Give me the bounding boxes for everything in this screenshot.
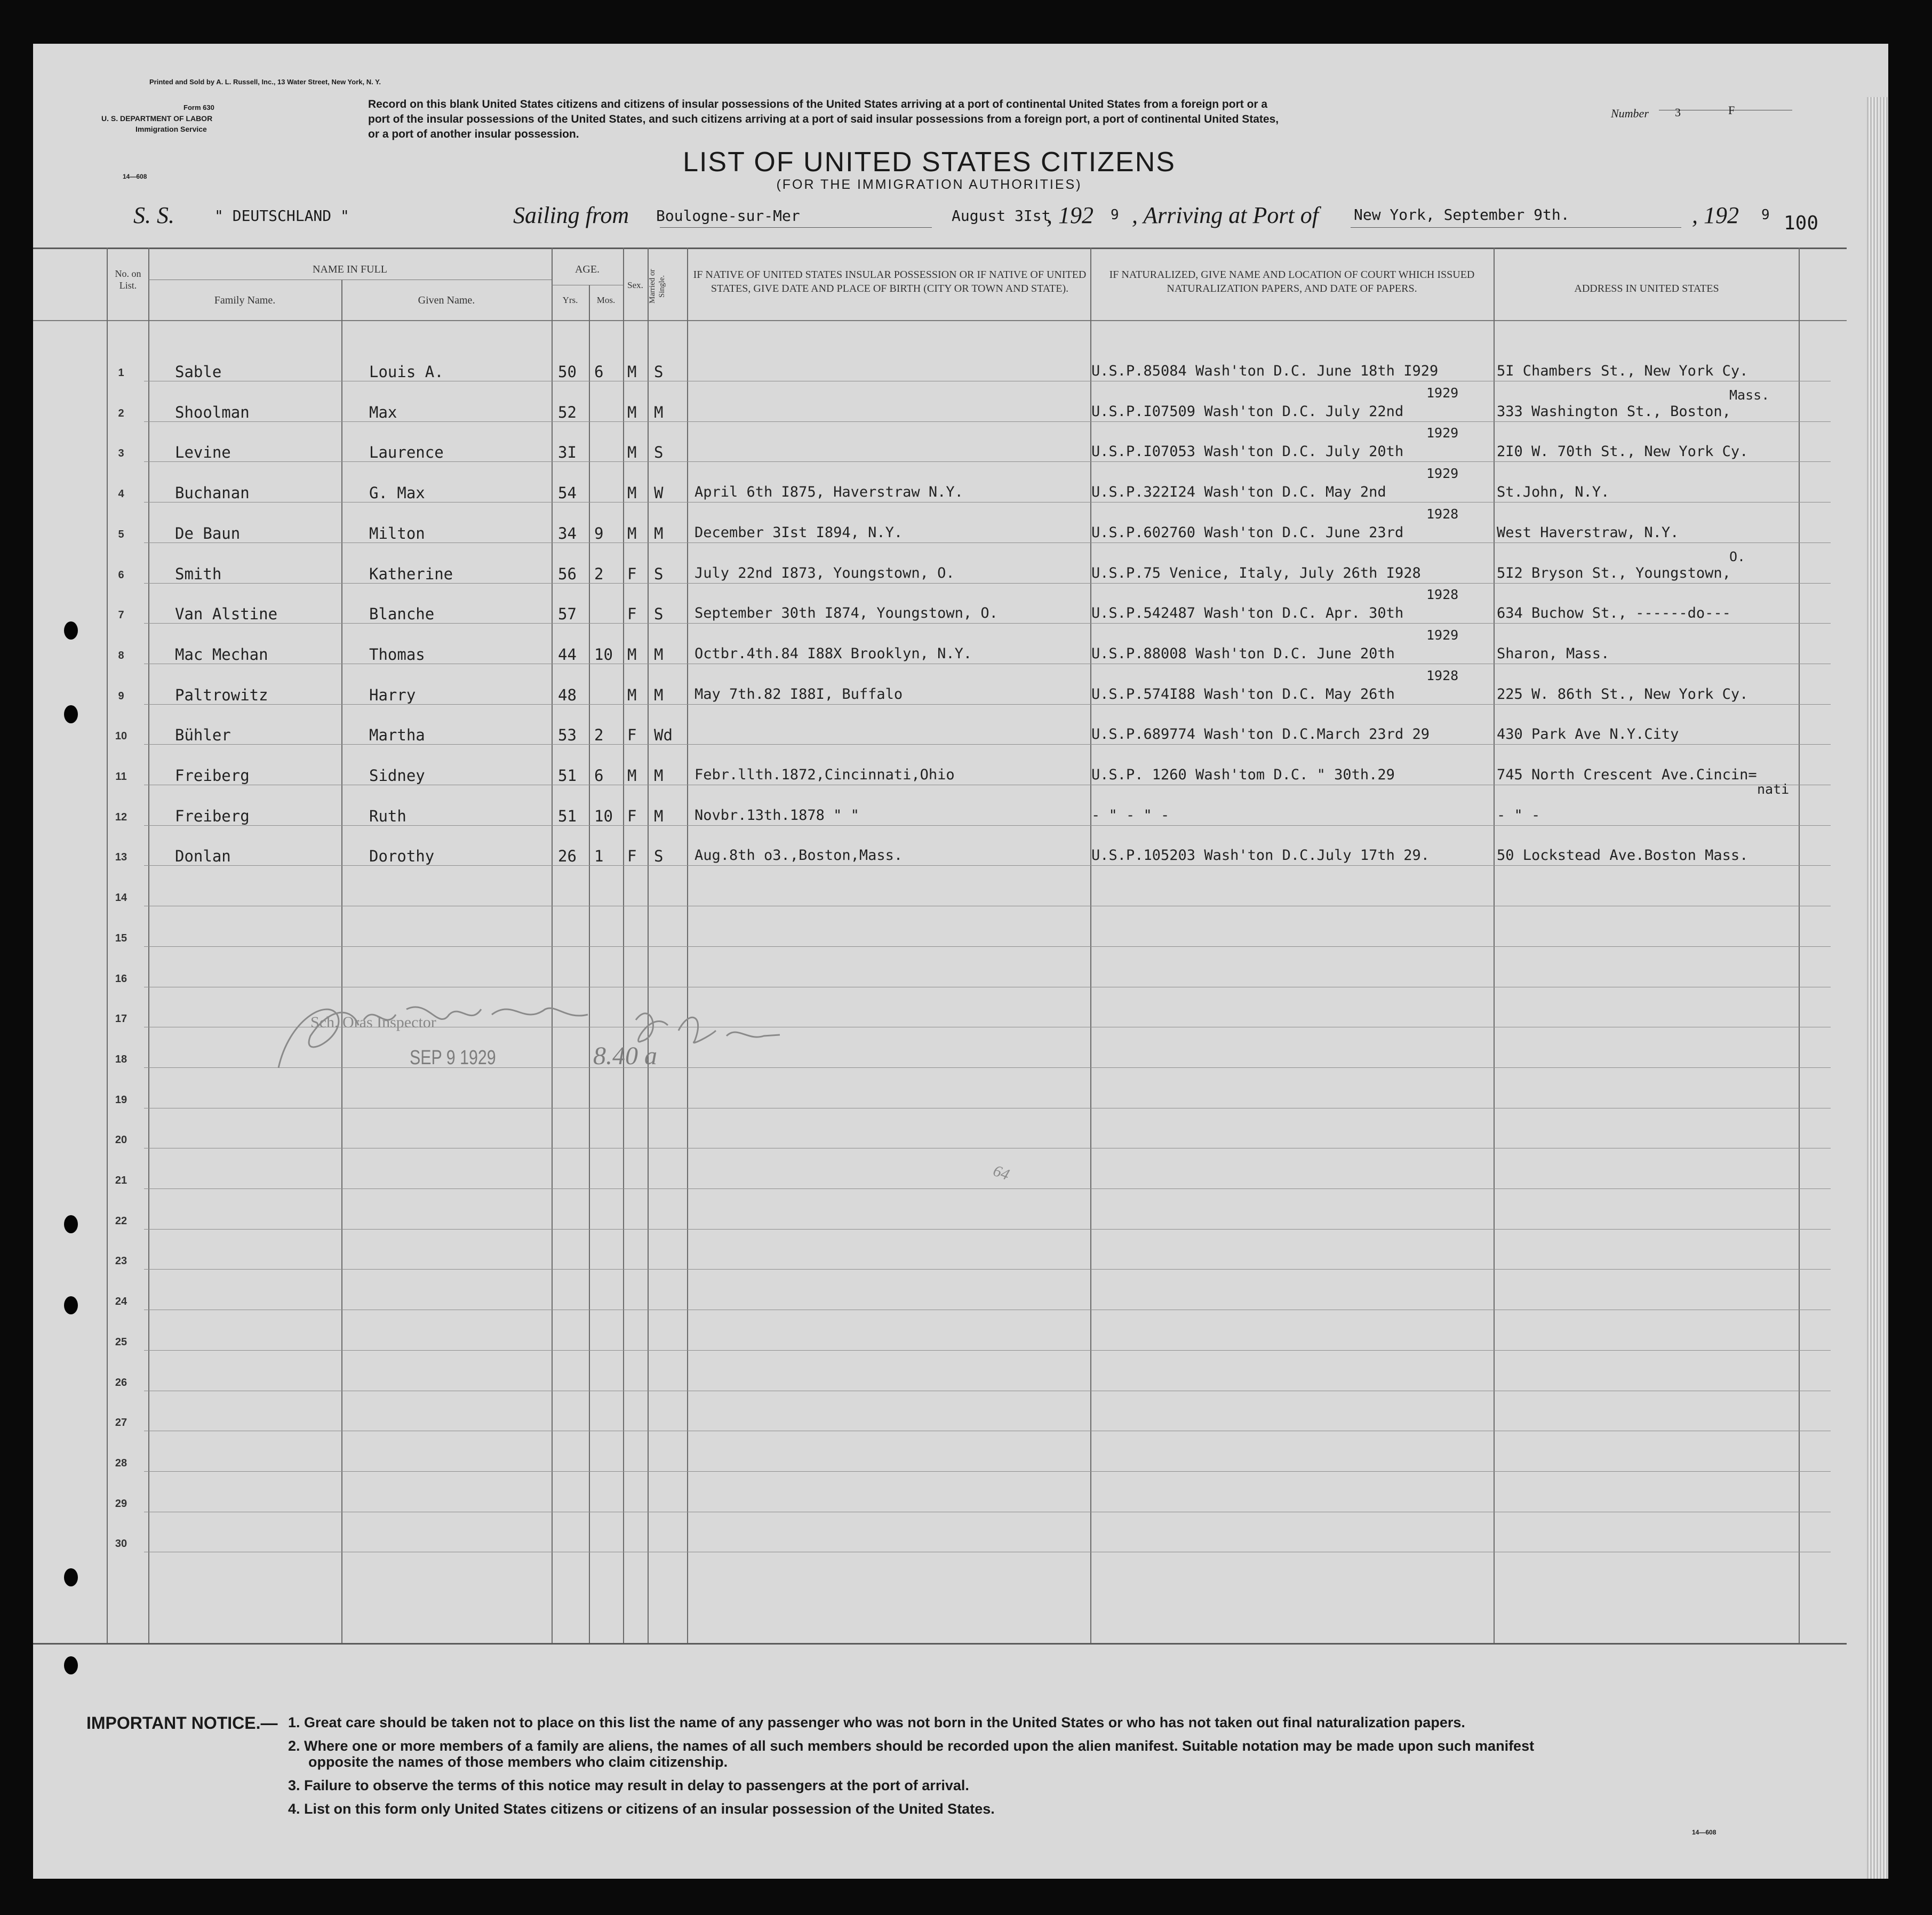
age-years-cell: 44: [558, 645, 577, 664]
age-months-cell: 6: [594, 767, 604, 785]
age-years-cell: 52: [558, 403, 577, 421]
number-label: Number: [1611, 107, 1649, 120]
arriving-label: , Arriving at Port of: [1132, 202, 1319, 228]
service: Immigration Service: [135, 125, 207, 133]
row-number: 1: [118, 367, 124, 379]
row-number: 19: [115, 1094, 127, 1106]
marital-status-cell: S: [654, 363, 664, 381]
row-number: 23: [115, 1255, 127, 1267]
sailing-year-prefix: , 192: [1047, 202, 1093, 228]
address-cell: 5I Chambers St., New York Cy.: [1497, 363, 1749, 379]
family-name-cell: Smith: [175, 565, 222, 583]
col-divider-end: [1799, 248, 1800, 1643]
header-address: ADDRESS IN UNITED STATES: [1574, 283, 1719, 294]
notice-item-2b: opposite the names of those members who claim citizenship.: [308, 1754, 728, 1770]
marital-status-cell: M: [654, 524, 664, 542]
row-number: 29: [115, 1498, 127, 1510]
number-value: 3: [1675, 106, 1681, 119]
birth-cell: May 7th.82 I88I, Buffalo: [694, 686, 903, 703]
address-cell: 5I2 Bryson St., Youngstown,: [1497, 565, 1731, 581]
age-years-cell: 51: [558, 767, 577, 785]
sex-cell: F: [627, 726, 637, 744]
address-cell: 430 Park Ave N.Y.City: [1497, 726, 1679, 743]
header-sex: Sex.: [627, 280, 643, 290]
row-rule: [144, 623, 1831, 624]
instructions: [368, 97, 1595, 142]
address-cell: West Haverstraw, N.Y.: [1497, 524, 1679, 541]
marital-status-cell: M: [654, 645, 664, 664]
header-mos: Mos.: [596, 295, 616, 305]
family-name-cell: De Baun: [175, 524, 241, 542]
col-divider-sex: [623, 248, 624, 1643]
birth-cell: Febr.llth.1872,Cincinnati,Ohio: [694, 767, 955, 783]
naturalization-cell: U.S.P.85084 Wash'ton D.C. June 18th I929: [1091, 363, 1439, 379]
table-bottom-border: [33, 1643, 1847, 1645]
page-subtitle: (FOR THE IMMIGRATION AUTHORITIES): [776, 177, 1082, 192]
ship-name: " DEUTSCHLAND ": [214, 207, 349, 225]
row-number: 9: [118, 690, 124, 702]
page-edge: [1867, 97, 1888, 1879]
col-divider-birth: [687, 248, 688, 1643]
given-name-cell: Martha: [369, 726, 425, 744]
address-continuation-cell: nati: [1757, 781, 1790, 797]
marital-status-cell: S: [654, 443, 664, 461]
header-age: AGE.: [574, 264, 600, 275]
address-cell: 50 Lockstead Ave.Boston Mass.: [1497, 847, 1749, 864]
sex-cell: M: [627, 524, 637, 542]
binder-hole: [64, 1656, 78, 1674]
sailing-underline: [660, 227, 932, 228]
age-years-cell: 3I: [558, 443, 577, 461]
signature-text: Sch. Oras Inspector: [310, 1014, 436, 1031]
birth-cell: April 6th I875, Haverstraw N.Y.: [694, 484, 963, 500]
stamp-time: 8.40 a: [593, 1042, 657, 1070]
col-divider-address: [1494, 248, 1495, 1643]
age-years-cell: 51: [558, 807, 577, 825]
family-name-cell: Freiberg: [175, 807, 250, 825]
sailing-label: Sailing from: [513, 202, 629, 228]
age-months-cell: 6: [594, 363, 604, 381]
sex-cell: M: [627, 686, 637, 704]
col-divider-family: [148, 248, 149, 1643]
address-cell: 225 W. 86th St., New York Cy.: [1497, 686, 1749, 703]
row-number: 14: [115, 892, 127, 904]
row-number: 15: [115, 932, 127, 944]
row-rule: [144, 1229, 1831, 1230]
row-number: 17: [115, 1013, 127, 1025]
row-rule: [144, 825, 1831, 826]
row-number: 26: [115, 1377, 127, 1389]
sex-cell: M: [627, 403, 637, 421]
row-number: 21: [115, 1175, 127, 1186]
marital-status-cell: S: [654, 565, 664, 583]
family-name-cell: Mac Mechan: [175, 645, 268, 664]
birth-cell: Aug.8th o3.,Boston,Mass.: [694, 847, 903, 864]
family-name-cell: Shoolman: [175, 403, 250, 421]
row-number: 22: [115, 1215, 127, 1227]
row-number: 3: [118, 448, 124, 459]
naturalization-cell: U.S.P.322I24 Wash'ton D.C. May 2nd: [1091, 484, 1386, 500]
naturalization-cell: U.S.P.105203 Wash'ton D.C.July 17th 29.: [1091, 847, 1430, 864]
naturalization-year-cell: 1928: [1426, 506, 1459, 522]
age-months-cell: 10: [594, 807, 613, 825]
birth-cell: Octbr.4th.84 I88X Brooklyn, N.Y.: [694, 645, 972, 662]
row-number: 30: [115, 1538, 127, 1550]
row-rule: [144, 461, 1831, 462]
given-name-cell: G. Max: [369, 484, 425, 502]
given-name-cell: Dorothy: [369, 847, 435, 865]
family-name-cell: Van Alstine: [175, 605, 278, 623]
binder-hole: [64, 1568, 78, 1586]
address-cell: 745 North Crescent Ave.Cincin=: [1497, 767, 1757, 783]
sailing-port: Boulogne-sur-Mer: [656, 207, 800, 225]
naturalization-year-cell: 1929: [1426, 385, 1459, 401]
naturalization-cell: U.S.P. 1260 Wash'tom D.C. " 30th.29: [1091, 767, 1395, 783]
given-name-cell: Thomas: [369, 645, 425, 664]
age-months-cell: 9: [594, 524, 604, 542]
row-number: 8: [118, 650, 124, 661]
naturalization-cell: U.S.P.I07509 Wash'ton D.C. July 22nd: [1091, 403, 1404, 420]
marital-status-cell: M: [654, 686, 664, 704]
naturalization-cell: U.S.P.I07053 Wash'ton D.C. July 20th: [1091, 443, 1404, 460]
age-months-cell: 1: [594, 847, 604, 865]
sex-cell: F: [627, 565, 637, 583]
row-number: 6: [118, 569, 124, 581]
given-name-cell: Blanche: [369, 605, 435, 623]
header-given: Given Name.: [418, 294, 475, 306]
ss-label: S. S.: [133, 202, 174, 228]
row-number: 13: [115, 851, 127, 863]
birth-cell: Novbr.13th.1878 " ": [694, 807, 859, 824]
form-number: Form 630: [183, 103, 214, 111]
sex-cell: M: [627, 363, 637, 381]
row-number: 5: [118, 529, 124, 540]
margin-note: 64: [991, 1161, 1012, 1184]
family-name-cell: Paltrowitz: [175, 686, 268, 704]
instructions-line-2: port of the insular possessions of the United States, and such citizens arriving at a port of said insular possessions from a foreign port, a port of continental United States,: [368, 113, 1279, 125]
naturalization-cell: U.S.P.542487 Wash'ton D.C. Apr. 30th: [1091, 605, 1404, 621]
row-number: 27: [115, 1417, 127, 1429]
family-name-cell: Sable: [175, 363, 222, 381]
printer-line: Printed and Sold by A. L. Russell, Inc., 13 Water Street, New York, N. Y.: [149, 78, 381, 86]
binder-hole: [64, 1215, 78, 1233]
age-years-cell: 26: [558, 847, 577, 865]
row-number: 24: [115, 1296, 127, 1307]
row-rule: [144, 1350, 1831, 1351]
naturalization-year-cell: 1928: [1426, 587, 1459, 602]
address-continuation-cell: O.: [1729, 549, 1746, 564]
sex-cell: M: [627, 484, 637, 502]
marital-status-cell: M: [654, 767, 664, 785]
row-number: 16: [115, 973, 127, 985]
arriving-port: New York, September 9th.: [1354, 206, 1570, 224]
notice-item-1: 1. Great care should be taken not to place on this list the name of any passenger who was not born in the United States or who has not taken out final naturalization papers.: [288, 1714, 1465, 1730]
sailing-year-digit: 9: [1111, 207, 1119, 223]
sex-cell: M: [627, 443, 637, 461]
given-name-cell: Ruth: [369, 807, 406, 825]
arriving-year-digit: 9: [1761, 207, 1770, 223]
row-rule: [144, 1269, 1831, 1270]
footer-code: 14—608: [1692, 1829, 1717, 1836]
sailing-date: August 3Ist: [952, 207, 1051, 225]
marital-status-cell: M: [654, 807, 664, 825]
family-name-cell: Levine: [175, 443, 231, 461]
naturalization-cell: U.S.P.602760 Wash'ton D.C. June 23rd: [1091, 524, 1404, 541]
given-name-cell: Max: [369, 403, 397, 421]
address-cell: 2I0 W. 70th St., New York Cy.: [1497, 443, 1749, 460]
instructions-line-1: Record on this blank United States citizens and citizens of insular possessions of the United States arriving at a port of continental United States from a foreign port or a: [368, 98, 1268, 110]
stamp-date: SEP 9 1929: [410, 1047, 496, 1069]
sex-cell: F: [627, 605, 637, 623]
naturalization-cell: U.S.P.88008 Wash'ton D.C. June 20th: [1091, 645, 1395, 662]
binder-hole: [64, 621, 78, 640]
row-rule: [144, 704, 1831, 705]
header-naturalized: IF NATURALIZED, GIVE NAME AND LOCATION OF COURT WHICH ISSUED NATURALIZATION PAPERS, AND DATE OF PAPERS.: [1109, 269, 1475, 294]
address-cell: St.John, N.Y.: [1497, 484, 1610, 500]
age-months-cell: 2: [594, 726, 604, 744]
address-cell: Sharon, Mass.: [1497, 645, 1610, 662]
birth-cell: September 30th I874, Youngstown, O.: [694, 605, 998, 621]
family-name-cell: Buchanan: [175, 484, 250, 502]
department: U. S. DEPARTMENT OF LABOR: [101, 114, 213, 123]
row-number: 4: [118, 488, 124, 500]
page-number: 100: [1784, 212, 1819, 234]
naturalization-year-cell: 1929: [1426, 627, 1459, 643]
row-rule: [144, 1188, 1831, 1189]
row-number: 7: [118, 609, 124, 621]
col-divider-age: [552, 248, 553, 1643]
row-rule: [144, 542, 1831, 543]
marital-status-cell: Wd: [654, 726, 673, 744]
manifest-sheet: [33, 44, 1888, 1879]
row-number: 12: [115, 811, 127, 823]
page-title: LIST OF UNITED STATES CITIZENS: [683, 147, 1176, 178]
age-months-cell: 10: [594, 645, 613, 664]
arriving-underline: [1351, 227, 1681, 228]
naturalization-cell: U.S.P.689774 Wash'ton D.C.March 23rd 29: [1091, 726, 1430, 743]
age-years-cell: 34: [558, 524, 577, 542]
naturalization-cell: U.S.P.75 Venice, Italy, July 26th I928: [1091, 565, 1421, 581]
address-continuation-cell: Mass.: [1729, 387, 1770, 403]
age-months-cell: 2: [594, 565, 604, 583]
age-years-cell: 53: [558, 726, 577, 744]
header-birth: IF NATIVE OF UNITED STATES INSULAR POSSESSION OR IF NATIVE OF UNITED STATES, GIVE DATE AND PLACE OF BIRTH (CITY OR TOWN AND STATE).: [693, 269, 1087, 294]
marital-status-cell: S: [654, 847, 664, 865]
arriving-year-prefix: , 192: [1692, 202, 1739, 228]
row-number: 18: [115, 1054, 127, 1065]
address-cell: 333 Washington St., Boston,: [1497, 403, 1731, 420]
marital-status-cell: W: [654, 484, 664, 502]
instructions-line-3: or a port of another insular possession.: [368, 128, 579, 140]
number-suffix: F: [1728, 103, 1735, 117]
age-years-cell: 56: [558, 565, 577, 583]
notice-item-2a: 2. Where one or more members of a family are aliens, the names of all such members should be recorded upon the alien manifest. Suitable notation may be made upon such manifest: [288, 1738, 1535, 1754]
sex-cell: F: [627, 807, 637, 825]
birth-cell: July 22nd I873, Youngstown, O.: [694, 565, 955, 581]
row-rule: [144, 583, 1831, 584]
sex-cell: M: [627, 645, 637, 664]
header-no: No. on List.: [115, 268, 141, 291]
naturalization-year-cell: 1929: [1426, 466, 1459, 481]
given-name-cell: Harry: [369, 686, 416, 704]
row-rule: [144, 421, 1831, 422]
sex-cell: F: [627, 847, 637, 865]
given-name-cell: Laurence: [369, 443, 444, 461]
table-header-border: [33, 320, 1847, 321]
row-rule: [144, 1471, 1831, 1472]
naturalization-year-cell: 1929: [1426, 425, 1459, 441]
given-name-cell: Katherine: [369, 565, 453, 583]
address-cell: 634 Buchow St., ------do---: [1497, 605, 1731, 621]
age-years-cell: 57: [558, 605, 577, 623]
naturalization-year-cell: 1928: [1426, 668, 1459, 683]
age-years-cell: 50: [558, 363, 577, 381]
row-number: 11: [115, 771, 127, 783]
header-name: NAME IN FULL: [313, 264, 387, 275]
row-rule: [144, 744, 1831, 745]
address-cell: - " -: [1497, 807, 1540, 824]
age-years-cell: 48: [558, 686, 577, 704]
binder-hole: [64, 1296, 78, 1314]
birth-cell: December 3Ist I894, N.Y.: [694, 524, 903, 541]
row-rule: [144, 865, 1831, 866]
table-top-border: [33, 248, 1847, 249]
notice-heading: IMPORTANT NOTICE.—: [86, 1713, 278, 1733]
header-married: Married or Single.: [648, 269, 666, 304]
header-yrs: Yrs.: [562, 295, 578, 305]
age-years-cell: 54: [558, 484, 577, 502]
row-number: 28: [115, 1457, 127, 1469]
family-name-cell: Freiberg: [175, 767, 250, 785]
family-name-cell: Bühler: [175, 726, 231, 744]
notice-item-3: 3. Failure to observe the terms of this notice may result in delay to passengers at the port of arrival.: [288, 1777, 969, 1793]
marital-status-cell: M: [654, 403, 664, 421]
naturalization-cell: - " - " -: [1091, 807, 1170, 824]
notice-item-4: 4. List on this form only United States citizens or citizens of an insular possession of the United States.: [288, 1801, 995, 1817]
row-rule: [144, 946, 1831, 947]
given-name-cell: Sidney: [369, 767, 425, 785]
row-number: 25: [115, 1336, 127, 1348]
col-divider-married: [648, 248, 649, 1643]
header-family: Family Name.: [214, 294, 276, 306]
row-number: 20: [115, 1134, 127, 1146]
naturalization-cell: U.S.P.574I88 Wash'ton D.C. May 26th: [1091, 686, 1395, 703]
row-number: 10: [115, 730, 127, 742]
binder-hole: [64, 705, 78, 723]
family-name-cell: Donlan: [175, 847, 231, 865]
given-name-cell: Milton: [369, 524, 425, 542]
given-name-cell: Louis A.: [369, 363, 444, 381]
form-code: 14—608: [123, 173, 147, 180]
marital-status-cell: S: [654, 605, 664, 623]
row-number: 2: [118, 408, 124, 419]
sex-cell: M: [627, 767, 637, 785]
